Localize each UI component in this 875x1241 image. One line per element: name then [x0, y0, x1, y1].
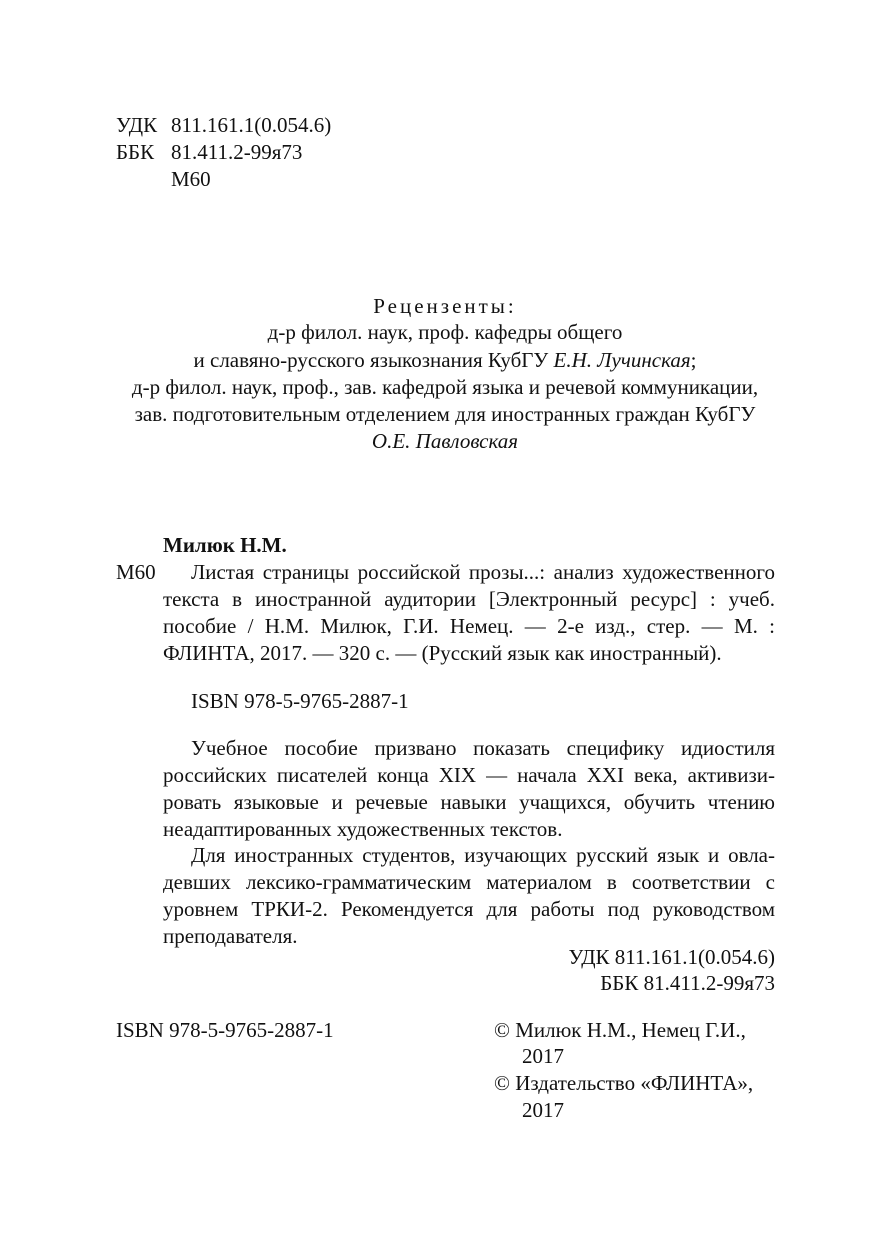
reviewer-affiliation: и славяно-русского языкознания КубГУ	[193, 348, 549, 372]
udk-value: 811.161.1(0.054.6)	[171, 113, 332, 137]
entry-line-4: ФЛИНТА, 2017. — 320 с. — (Русский язык как иностранный).	[163, 641, 722, 665]
copyright-authors: © Милюк Н.М., Немец Г.И.,	[494, 1018, 746, 1042]
annotation-p2-line-4: преподавателя.	[163, 924, 298, 948]
annotation-p1-line-2: российских писателей конца XIX — начала XXI века, активизи-	[163, 763, 775, 787]
reviewer-line-3: д-р филол. наук, проф., зав. кафедрой языка и речевой коммуникации,	[131, 375, 759, 399]
entry-mark: М60	[116, 560, 156, 584]
copyright-publisher: © Издательство «ФЛИНТА»,	[494, 1071, 754, 1095]
entry-line-3: пособие / Н.М. Милюк, Г.И. Немец. — 2-е изд., стер. — М. :	[163, 614, 775, 638]
copyright-publisher-year: 2017	[522, 1098, 564, 1122]
annotation-p1-line-3: ровать языковые и речевые навыки учащихся, обучить чтению	[163, 790, 775, 814]
annotation-p1-line-4: неадаптированных художественных текстов.	[163, 817, 563, 841]
reviewer-line-4: зав. подготовительным отделением для иностранных граждан КубГУ	[134, 402, 756, 426]
udk-label: УДК	[116, 113, 158, 137]
entry-isbn: ISBN 978-5-9765-2887-1	[191, 689, 409, 713]
reviewer-line-2-end: ;	[690, 348, 697, 372]
footer-isbn: ISBN 978-5-9765-2887-1	[116, 1018, 334, 1042]
udk-right: УДК 811.161.1(0.054.6)	[568, 945, 775, 969]
annotation-p2-line-1: Для иностранных студентов, изучающих русский язык и овла-	[191, 843, 775, 867]
udk-code	[116, 112, 331, 138]
entry-author: Милюк Н.М.	[163, 533, 287, 557]
entry-line-1: Листая страницы российской прозы...: анализ художественного	[191, 560, 775, 584]
bbk-code	[116, 139, 302, 165]
reviewer-name-1: Е.Н. Лучинская	[553, 348, 691, 372]
reviewer-line-2	[110, 347, 780, 373]
entry-line-2: текста в иностранной аудитории [Электронный ресурс] : учеб.	[163, 587, 775, 611]
bbk-value: 81.411.2-99я73	[171, 140, 303, 164]
reviewer-name-2: О.Е. Павловская	[371, 429, 519, 453]
annotation-p2-line-3: уровнем ТРКИ-2. Рекомендуется для работы под руководством	[163, 897, 775, 921]
author-mark: М60	[171, 167, 211, 191]
copyright-authors-year: 2017	[522, 1044, 564, 1068]
reviewer-line-1: д-р филол. наук, проф. кафедры общего	[267, 320, 623, 344]
bbk-label: ББК	[116, 140, 155, 164]
annotation-p1-line-1: Учебное пособие призвано показать специфику идиостиля	[191, 736, 775, 760]
reviewers-heading: Рецензенты:	[373, 294, 517, 318]
annotation-p2-line-2: девших лексико-грамматическим материалом в соответствии с	[163, 870, 775, 894]
bbk-right: ББК 81.411.2-99я73	[600, 971, 775, 995]
